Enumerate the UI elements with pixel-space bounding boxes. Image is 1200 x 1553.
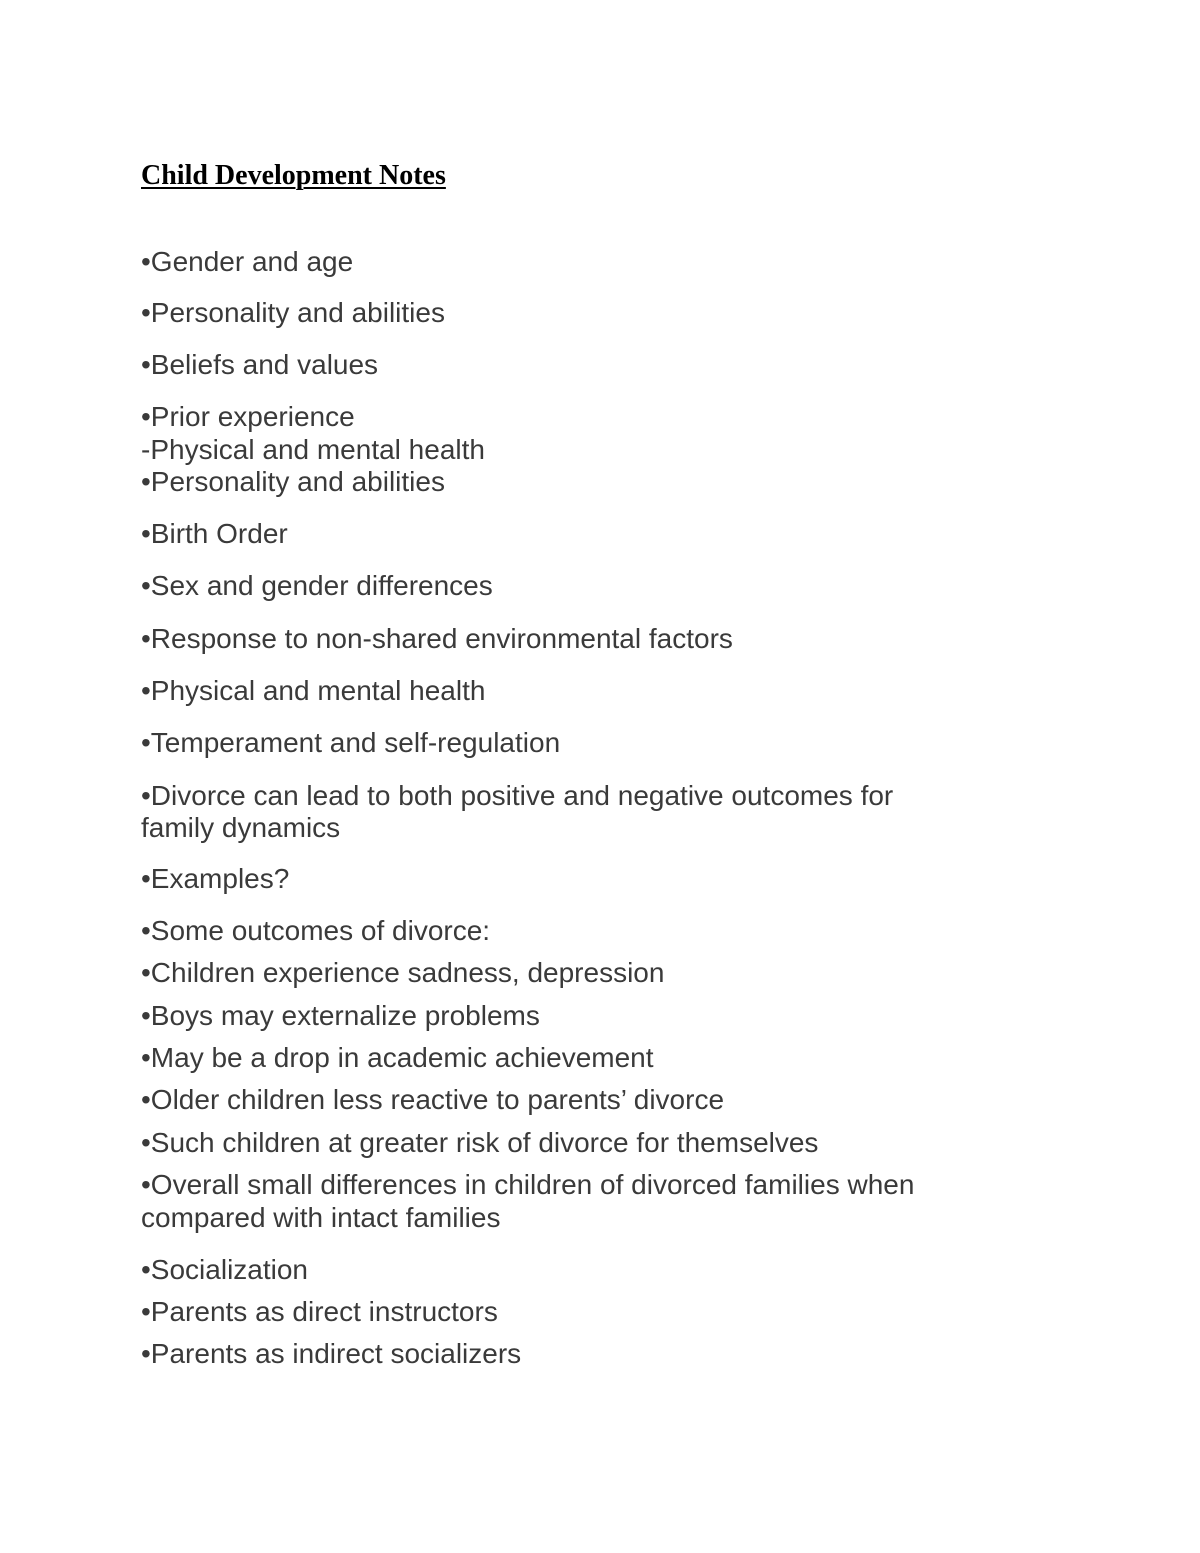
note-line: •Examples? (141, 863, 290, 894)
note-line: •Overall small differences in children of divorced families when (141, 1169, 915, 1200)
note-line: •Sex and gender differences (141, 570, 493, 601)
note-line: •Parents as indirect socializers (141, 1338, 522, 1369)
note-line: •Prior experience (141, 401, 355, 432)
note-line: •Divorce can lead to both positive and negative outcomes for (141, 780, 894, 811)
note-line: •Response to non-shared environmental factors (141, 623, 733, 654)
note-line: •Physical and mental health (141, 675, 486, 706)
note-line: •Boys may externalize problems (141, 1000, 540, 1031)
note-line: •Personality and abilities (141, 297, 445, 328)
note-line: -Physical and mental health (141, 434, 485, 465)
note-line: •Socialization (141, 1254, 309, 1285)
note-line: •Beliefs and values (141, 349, 379, 380)
note-line: •Parents as direct instructors (141, 1296, 498, 1327)
note-line: compared with intact families (141, 1202, 501, 1233)
note-line: family dynamics (141, 812, 341, 843)
note-line: •Children experience sadness, depression (141, 957, 665, 988)
note-line: •Temperament and self-regulation (141, 727, 561, 758)
note-line: •May be a drop in academic achievement (141, 1042, 654, 1073)
note-line: •Such children at greater risk of divorce for themselves (141, 1127, 819, 1158)
document-title: Child Development Notes (141, 160, 446, 191)
note-line: •Personality and abilities (141, 466, 445, 497)
note-line: •Some outcomes of divorce: (141, 915, 491, 946)
note-line: •Older children less reactive to parents’ divorce (141, 1084, 725, 1115)
note-line: •Gender and age (141, 246, 354, 277)
note-line: •Birth Order (141, 518, 288, 549)
